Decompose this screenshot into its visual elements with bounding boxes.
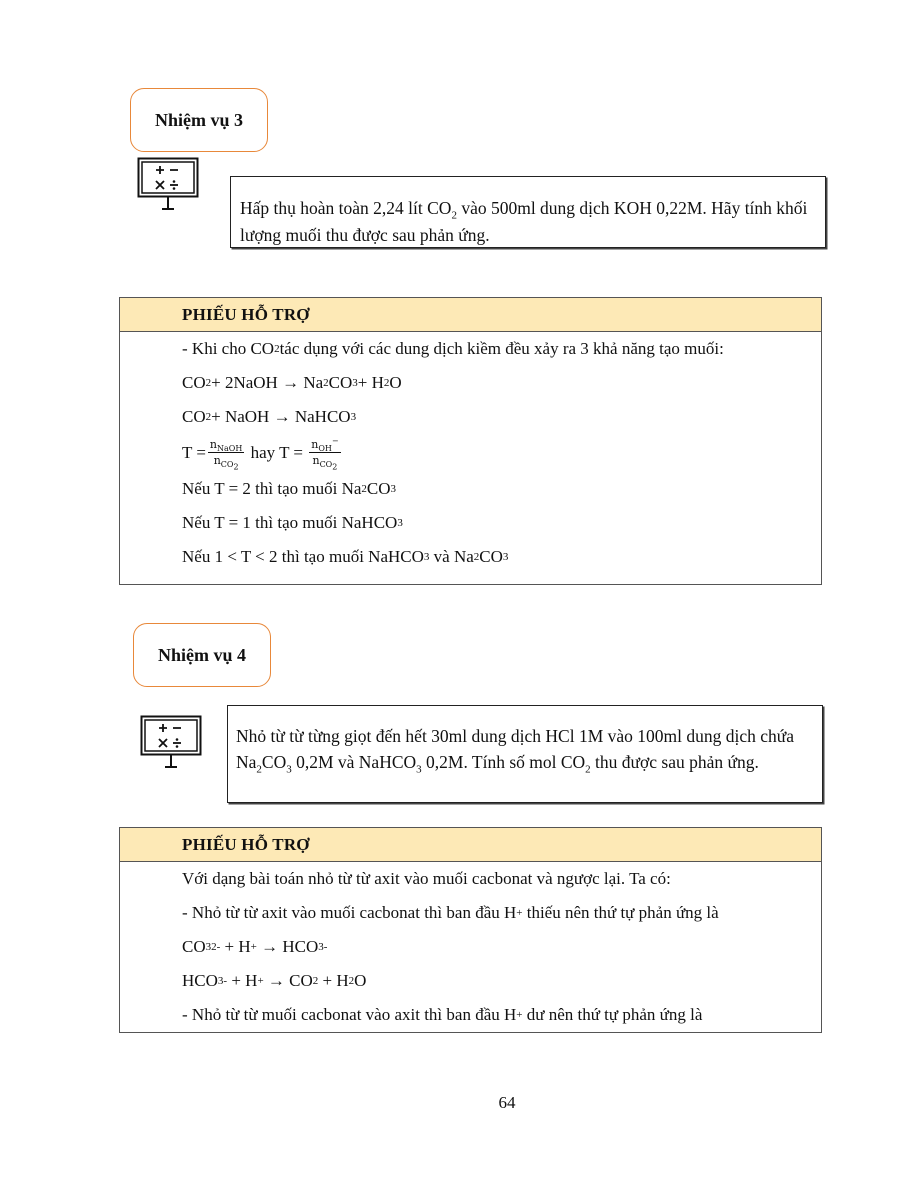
support4-line-2: - Nhỏ từ từ axit vào muối cacbonat thì ban đầu H + thiếu nên thứ tự phản ứng là	[182, 903, 719, 922]
support3-line-3: CO 2 + NaOH → NaHCO 3	[182, 407, 357, 426]
calculator-monitor-icon	[137, 157, 201, 213]
task4-problem-text: Nhỏ từ từ từng giọt đến hết 30ml dung dịch HCl 1M vào 100ml dung dịch chứa $Na_2CO_3$ 0,2M và NaHCO$_3$ 0,2M. Tính số mol $CO_2$ thu được sau phản ứng.	[236, 726, 795, 775]
support3-line-2: CO 2 + 2NaOH → Na 2 CO 3 + H 2 O	[182, 373, 402, 392]
task3-label	[130, 88, 268, 152]
page-number: 64	[498, 1093, 516, 1112]
task3-problem-box	[230, 176, 826, 248]
task4-label-text: Nhiệm vụ 4	[157, 644, 246, 665]
support4-line-4: HCO 3 - + H + → CO 2 + H 2 O	[182, 971, 367, 990]
support3-line-1: - Khi cho CO 2 tác dụng với các dung dịch kiềm đều xảy ra 3 khả năng tạo muối:	[182, 339, 724, 358]
task3-label-text: Nhiệm vụ 3	[154, 109, 243, 130]
calculator-monitor-icon	[140, 715, 204, 771]
support-sheet-3-header: PHIẾU HỖ TRỢ	[120, 298, 821, 332]
support3-line-6: Nếu T = 1 thì tạo muối NaHCO 3	[182, 513, 403, 532]
support3-line-5: Nếu T = 2 thì tạo muối Na 2 CO 3	[182, 479, 397, 498]
support4-line-5: - Nhỏ từ từ muối cacbonat vào axit thì ban đầu H + dư nên thứ tự phản ứng là	[182, 1005, 703, 1024]
support4-line-3: CO 3 2- + H + → HCO 3 -	[182, 937, 328, 956]
task4-label	[133, 623, 271, 687]
support3-line-7: Nếu 1 < T < 2 thì tạo muối NaHCO 3 và Na 2 CO 3	[182, 547, 509, 566]
support-sheet-3	[119, 297, 822, 585]
ratio-oh-fraction: $\frac{n_{OH}^-}{n_{CO_2}}$	[311, 436, 339, 472]
support-sheet-4-header: PHIẾU HỖ TRỢ	[120, 828, 821, 862]
task4-problem-box	[227, 705, 823, 803]
support3-formula-T: T = $\frac{n_{NaOH}}{n_{CO_2}}$ hay T = $\frac{n_{OH}^-}{n_{CO_2}}$	[182, 436, 339, 472]
task3-problem-text: Hấp thụ hoàn toàn 2,24 lít $CO_2$ vào 500ml dung dịch KOH 0,22M. Hãy tính khối lượng muối thu được sau phản ứng.	[240, 198, 808, 245]
ratio-naoh-fraction: $\frac{n_{NaOH}}{n_{CO_2}}$	[209, 438, 243, 472]
support-sheet-4	[119, 827, 822, 1033]
support4-line-1: Với dạng bài toán nhỏ từ từ axit vào muối cacbonat và ngược lại. Ta có:	[182, 869, 671, 888]
